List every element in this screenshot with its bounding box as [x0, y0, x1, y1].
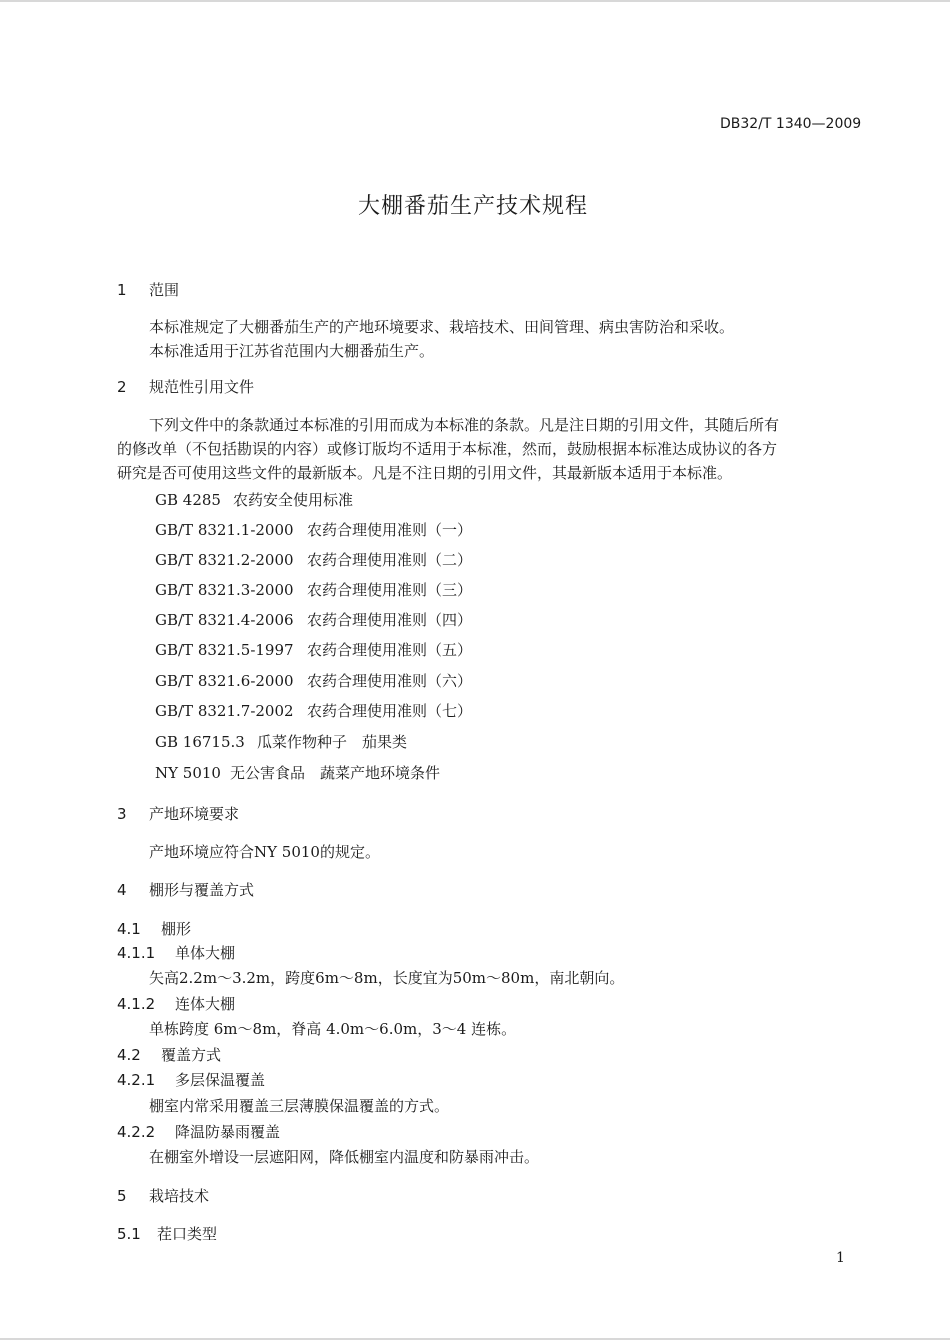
- heading-number: 1: [117, 281, 127, 299]
- reference-title: 农药安全使用标准: [233, 491, 354, 509]
- scan-edge-bottom: [0, 1338, 950, 1340]
- reference-item: [155, 762, 440, 783]
- paragraph-line: 下列文件中的条款通过本标准的引用而成为本标准的条款。凡是注日期的引用文件，其随后所有: [149, 416, 780, 434]
- heading-4-shed-and-cover: [117, 879, 254, 900]
- heading-title: 降温防暴雨覆盖: [175, 1123, 281, 1141]
- heading-title: 范围: [149, 281, 180, 299]
- paragraph: 单栋跨度 6m～8m，脊高 4.0m～6.0m，3～4 连栋。: [149, 1020, 517, 1038]
- heading-4-1: [117, 918, 191, 939]
- heading-4-2: [117, 1044, 221, 1065]
- reference-code: GB 16715.3: [155, 733, 245, 751]
- reference-code: GB/T 8321.5-1997: [155, 641, 294, 659]
- heading-title: 多层保温覆盖: [175, 1071, 266, 1089]
- heading-number: 4.1.1: [117, 944, 156, 962]
- reference-item: [155, 731, 407, 752]
- reference-code: GB/T 8321.4-2006: [155, 611, 294, 629]
- reference-code: GB/T 8321.2-2000: [155, 551, 294, 569]
- heading-title: 单体大棚: [175, 944, 236, 962]
- heading-title: 规范性引用文件: [149, 378, 255, 396]
- page-number: 1: [836, 1250, 845, 1266]
- reference-item: [155, 489, 353, 510]
- reference-item: [155, 519, 472, 540]
- reference-item: [155, 639, 472, 660]
- reference-code: GB/T 8321.6-2000: [155, 672, 294, 690]
- reference-title: 农药合理使用准则（二）: [307, 551, 473, 569]
- heading-title: 连体大棚: [175, 995, 236, 1013]
- reference-title: 农药合理使用准则（三）: [307, 581, 473, 599]
- reference-item: [155, 670, 472, 691]
- document-code: DB32/T 1340—2009: [720, 116, 862, 132]
- paragraph: 本标准适用于江苏省范围内大棚番茄生产。: [149, 342, 435, 360]
- reference-title: 农药合理使用准则（五）: [307, 641, 473, 659]
- reference-code: GB 4285: [155, 491, 221, 509]
- reference-item: [155, 579, 472, 600]
- heading-5-cultivation: [117, 1185, 209, 1206]
- reference-code: GB/T 8321.7-2002: [155, 702, 294, 720]
- scan-edge-top: [0, 0, 950, 2]
- heading-4-2-1: [117, 1069, 265, 1090]
- reference-item: [155, 549, 472, 570]
- heading-5-1: [117, 1223, 217, 1244]
- reference-code: GB/T 8321.3-2000: [155, 581, 294, 599]
- document-title: 大棚番茄生产技术规程: [358, 194, 589, 219]
- heading-3-site-environment: [117, 803, 239, 824]
- reference-code: GB/T 8321.1-2000: [155, 521, 294, 539]
- paragraph: 产地环境应符合NY 5010的规定。: [149, 843, 380, 861]
- heading-title: 覆盖方式: [161, 1046, 222, 1064]
- heading-number: 3: [117, 805, 127, 823]
- heading-title: 棚形与覆盖方式: [149, 881, 255, 899]
- reference-title: 农药合理使用准则（四）: [307, 611, 473, 629]
- heading-2-normative-references: [117, 376, 254, 397]
- heading-number: 5.1: [117, 1225, 141, 1243]
- heading-4-1-1: [117, 942, 235, 963]
- paragraph-line: 的修改单（不包括勘误的内容）或修订版均不适用于本标准，然而，鼓励根据本标准达成协议的各方: [117, 440, 778, 458]
- paragraph: 本标准规定了大棚番茄生产的产地环境要求、栽培技术、田间管理、病虫害防治和采收。: [149, 318, 735, 336]
- heading-number: 2: [117, 378, 127, 396]
- heading-number: 4.1.2: [117, 995, 156, 1013]
- reference-title: 瓜菜作物种子 茄果类: [257, 733, 408, 751]
- heading-number: 5: [117, 1187, 127, 1205]
- reference-title: 农药合理使用准则（六）: [307, 672, 473, 690]
- heading-number: 4.2.2: [117, 1123, 156, 1141]
- heading-title: 棚形: [161, 920, 192, 938]
- heading-title: 栽培技术: [149, 1187, 210, 1205]
- paragraph: 矢高2.2m～3.2m，跨度6m～8m，长度宜为50m～80m，南北朝向。: [149, 969, 625, 987]
- reference-title: 无公害食品 蔬菜产地环境条件: [230, 764, 441, 782]
- reference-code: NY 5010: [155, 764, 221, 782]
- reference-item: [155, 609, 472, 630]
- reference-item: [155, 700, 472, 721]
- paragraph: 在棚室外增设一层遮阳网，降低棚室内温度和防暴雨冲击。: [149, 1148, 540, 1166]
- heading-4-2-2: [117, 1121, 280, 1142]
- heading-4-1-2: [117, 993, 235, 1014]
- heading-title: 产地环境要求: [149, 805, 240, 823]
- heading-number: 4.2.1: [117, 1071, 156, 1089]
- heading-title: 茬口类型: [157, 1225, 218, 1243]
- paragraph: 棚室内常采用覆盖三层薄膜保温覆盖的方式。: [149, 1097, 450, 1115]
- paragraph-line: 研究是否可使用这些文件的最新版本。凡是不注日期的引用文件，其最新版本适用于本标准。: [117, 464, 733, 482]
- reference-title: 农药合理使用准则（一）: [307, 521, 473, 539]
- reference-title: 农药合理使用准则（七）: [307, 702, 473, 720]
- heading-number: 4.2: [117, 1046, 141, 1064]
- heading-number: 4: [117, 881, 127, 899]
- heading-1-scope: [117, 279, 179, 300]
- heading-number: 4.1: [117, 920, 141, 938]
